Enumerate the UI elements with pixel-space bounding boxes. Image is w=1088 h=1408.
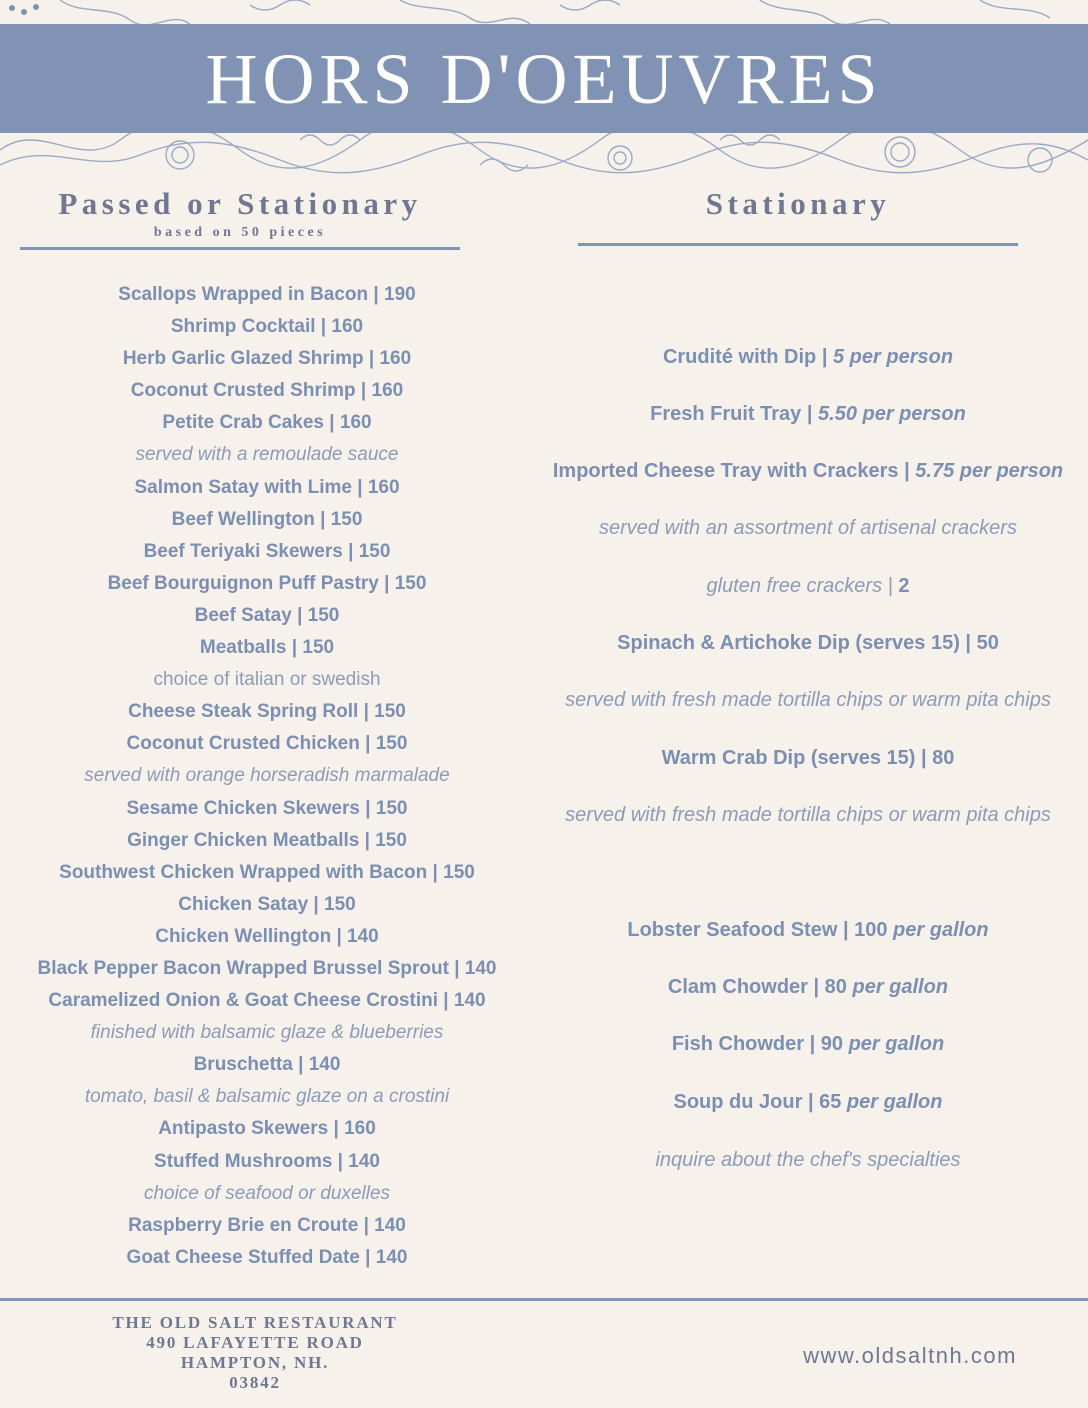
menu-item [20,889,514,921]
menu-item [20,472,514,504]
menu-item [20,375,514,407]
item-name: Fresh Fruit Tray [650,403,802,425]
item-name: Chicken Satay [178,893,309,915]
item-name: Coconut Crusted Shrimp [130,380,356,402]
footer-rule [0,1298,1088,1301]
menu-item [20,921,514,953]
item-price: 190 [384,284,416,305]
item-unit: per gallon [846,1091,943,1113]
note-text: served with fresh made tortilla chips or warm pita chips [565,804,1051,826]
separator: | [359,1246,376,1268]
item-name: Ginger Chicken Meatballs [127,829,360,851]
menu-item [20,600,514,632]
separator: | [804,1033,821,1055]
left-column-subheading: based on 50 pieces [153,225,327,240]
right-column-header [578,188,1018,219]
separator: | [363,348,380,370]
item-note [20,760,514,792]
note-text: served with fresh made tortilla chips or warm pita chips [565,689,1051,711]
separator: | [915,747,933,769]
address-line: THE OLD SALT RESTAURANT [112,1313,398,1332]
item-unit: per gallon [848,1033,945,1055]
separator: | [801,403,819,425]
menu-item [20,504,514,536]
item-name: Meatballs [199,637,287,659]
note-text: served with an assortment of artisenal crackers [599,517,1017,539]
item-name: Caramelized Onion & Goat Cheese Crostini [48,990,438,1012]
item-price: 50 [976,632,999,654]
item-price: 150 [330,508,363,530]
item-price: 140 [464,957,497,979]
separator: | [359,829,376,851]
item-price: 160 [379,348,412,370]
item-price: 65 [819,1091,842,1113]
item-price: 150 [324,893,356,915]
item-price: 140 [374,1214,406,1236]
passed-or-stationary-list [20,279,514,1274]
menu-item [548,748,1068,768]
item-name: Antipasto Skewers [158,1118,329,1140]
left-column-rule [20,247,460,250]
item-name: Chicken Wellington [155,925,332,947]
item-name: Southwest Chicken Wrapped with Bacon [59,861,428,883]
menu-item [548,404,1068,424]
separator: | [816,346,833,368]
menu-item [20,793,514,825]
item-name: Lobster Seafood Stew [627,919,838,941]
item-price: 90 [820,1033,844,1055]
note-text: gluten free crackers [706,575,883,597]
item-note [20,1178,514,1210]
separator: | [358,701,375,723]
item-name: Spinach & Artichoke Dip (serves 15) [617,632,960,654]
item-unit: per gallon [893,919,989,941]
separator: | [291,604,308,626]
item-price: 80 [824,976,847,998]
menu-item [20,696,514,728]
left-column-heading: Passed or Stationary [58,186,422,221]
item-name: Beef Bourguignon Puff Pastry [107,572,379,594]
menu-item [20,1242,514,1274]
menu-item [20,825,514,857]
item-price: 150 [375,733,408,755]
item-name: Warm Crab Dip (serves 15) [661,747,916,769]
separator: | [331,925,348,947]
note-text: inquire about the chef's specialties [655,1149,961,1171]
right-column-rule [578,243,1018,246]
separator: | [438,990,454,1012]
separator: | [837,919,855,941]
item-name: Salmon Satay with Lime [134,476,352,498]
item-name: Shrimp Cocktail [170,316,316,338]
item-name: Fish Chowder [671,1033,805,1055]
separator: | [342,540,359,562]
address-line: 490 LAFAYETTE ROAD [146,1333,364,1352]
item-note [548,690,1068,710]
separator: | [332,1150,349,1172]
menu-item [20,857,514,889]
separator: | [359,733,376,755]
menu-item [548,1034,1068,1054]
menu-item [20,407,514,439]
title-banner [0,24,1088,133]
separator: | [359,797,376,819]
note-text: choice of italian or swedish [153,669,381,691]
item-price: 100 [854,919,888,941]
item-unit: per gallon [852,976,949,998]
item-price: 150 [374,701,406,723]
separator: | [802,1091,820,1113]
menu-item [20,311,514,343]
separator: | [314,508,331,530]
menu-item [20,632,514,664]
item-price: 150 [394,572,427,594]
item-price: 160 [371,380,404,402]
separator: | [324,412,340,434]
separator: | [959,632,977,654]
item-price: 5.50 per person [818,403,966,425]
menu-item [20,1146,514,1178]
restaurant-address [100,1313,410,1393]
item-name: Coconut Crusted Chicken [126,733,360,755]
separator: | [882,575,899,597]
item-price: 150 [375,797,408,819]
page-title: HORS D'OEUVRES [205,38,883,119]
menu-item [20,568,514,600]
menu-item [548,461,1068,481]
menu-item [548,1092,1068,1112]
item-note [20,1017,514,1049]
item-note [548,576,1068,596]
item-name: Raspberry Brie en Croute [128,1214,359,1236]
right-column-heading: Stationary [705,186,891,221]
separator: | [286,637,303,659]
item-price: 160 [331,316,364,338]
item-price: 150 [443,861,475,883]
item-name: Beef Wellington [171,508,315,530]
item-name: Cheese Steak Spring Roll [128,701,359,723]
separator: | [427,861,444,883]
item-name: Sesame Chicken Skewers [126,797,360,819]
note-text: choice of seafood or duxelles [143,1182,391,1204]
menu-item [548,977,1068,997]
item-name: Goat Cheese Stuffed Date [126,1246,360,1268]
menu-item [20,279,514,311]
item-price: 140 [308,1054,341,1076]
menu-item [548,347,1068,367]
item-price: 140 [348,1150,380,1172]
item-note [20,439,514,471]
item-name: Beef Satay [194,604,292,626]
note-text: tomato, basil & balsamic glaze on a crostini [84,1086,450,1108]
item-price: 140 [453,990,486,1012]
item-price: 150 [307,604,340,626]
item-name: Soup du Jour [673,1091,803,1113]
menu-item [548,633,1068,653]
menu-item [20,1210,514,1242]
item-price: 160 [367,476,400,498]
item-name: Crudité with Dip [662,346,817,368]
menu-item [548,920,1068,940]
separator: | [328,1118,345,1140]
item-name: Scallops Wrapped in Bacon [118,284,369,305]
address-line: 03842 [229,1373,281,1392]
menu-item [20,343,514,375]
separator: | [807,976,825,998]
item-name: Clam Chowder [667,976,808,998]
separator: | [355,380,372,402]
separator: | [898,460,916,482]
item-note [20,1081,514,1113]
item-price: 160 [339,412,372,434]
item-price: 140 [347,925,379,947]
separator: | [368,284,385,305]
note-text: served with a remoulade sauce [135,444,399,466]
item-name: Bruschetta [193,1054,293,1076]
item-name: Petite Crab Cakes [162,412,324,434]
item-note [548,518,1068,538]
item-note [20,664,514,696]
menu-item [20,536,514,568]
separator: | [378,572,395,594]
note-text: finished with balsamic glaze & blueberries [90,1022,444,1044]
left-column-header [20,188,460,241]
website-link[interactable]: www.oldsaltnh.com [803,1343,1017,1368]
item-price: 80 [932,747,955,769]
menu-item [20,1113,514,1145]
item-price: 150 [302,637,335,659]
item-name: Herb Garlic Glazed Shrimp [122,348,364,370]
item-price: 5 per person [833,346,954,368]
note-text: served with orange horseradish marmalade [84,765,450,787]
separator: | [315,316,332,338]
separator: | [448,957,465,979]
item-price: 140 [375,1246,408,1268]
item-note [548,1150,1068,1170]
item-name: Imported Cheese Tray with Crackers [552,460,899,482]
item-price: 5.75 per person [915,460,1064,482]
item-price: 160 [344,1118,376,1140]
item-name: Stuffed Mushrooms [154,1150,333,1172]
menu-item [20,985,514,1017]
separator: | [358,1214,375,1236]
item-name: Beef Teriyaki Skewers [143,540,343,562]
item-price: 150 [375,829,407,851]
item-name: Black Pepper Bacon Wrapped Brussel Sprout [37,957,449,979]
item-note [548,805,1068,825]
item-price: 2 [898,575,910,597]
menu-item [20,728,514,760]
separator: | [292,1054,309,1076]
menu-item [20,953,514,985]
address-line: HAMPTON, NH. [180,1353,330,1372]
separator: | [351,476,368,498]
item-price: 150 [358,540,391,562]
separator: | [308,893,325,915]
menu-item [20,1049,514,1081]
